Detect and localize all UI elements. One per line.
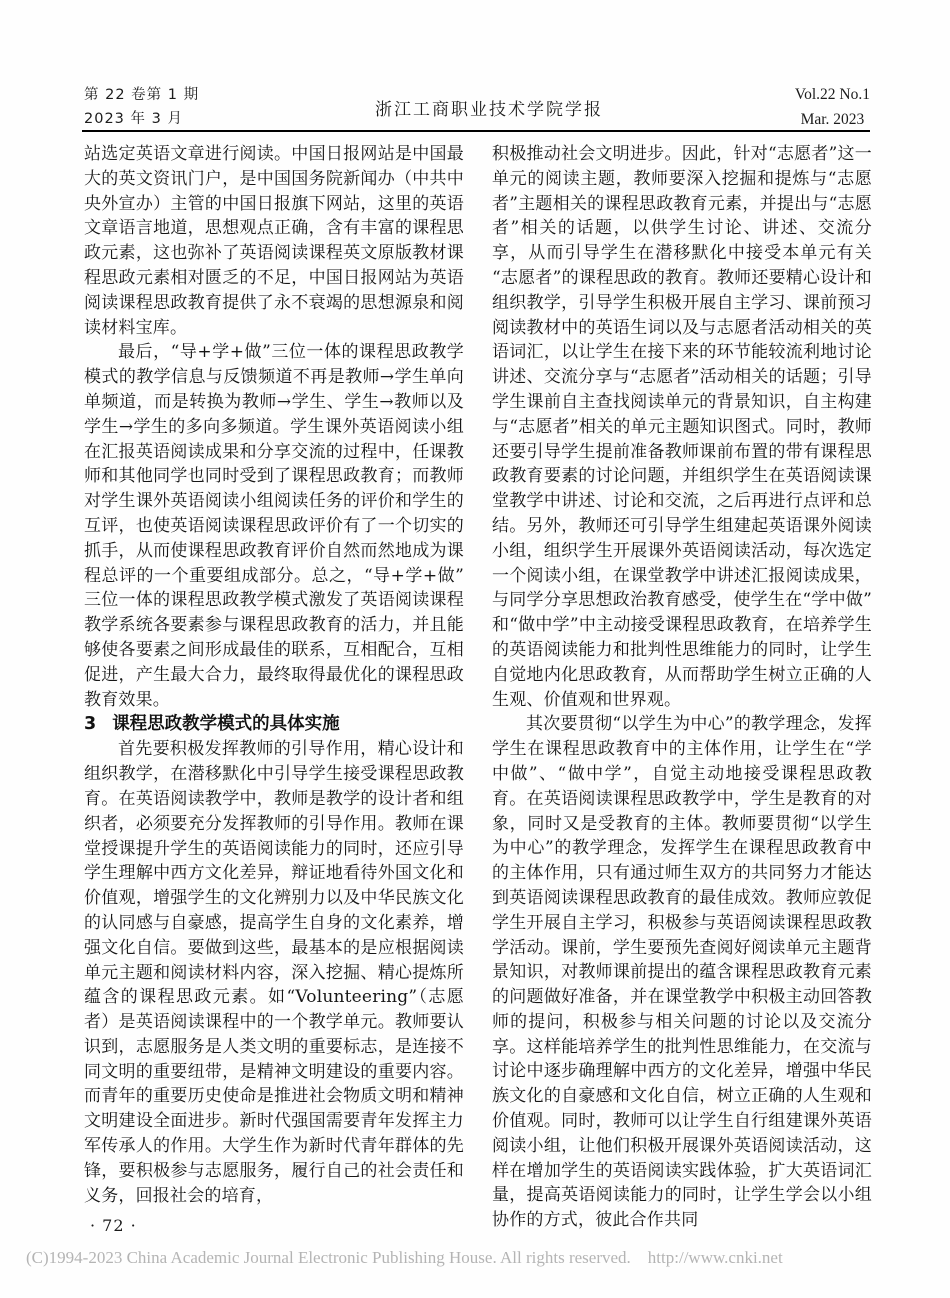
volume-issue-en: Vol.22 No.1 bbox=[794, 86, 870, 103]
journal-title: 浙江工商职业技术学院学报 bbox=[375, 99, 604, 120]
journal-header bbox=[84, 82, 870, 132]
volume-issue-cn: 第 22 卷第 1 期 bbox=[84, 87, 200, 103]
article-body bbox=[84, 142, 872, 1233]
date-en: Mar. 2023 bbox=[800, 111, 865, 128]
header-left-block bbox=[84, 83, 199, 131]
page-number: · 72 · bbox=[90, 1216, 137, 1235]
header-right-block bbox=[795, 82, 870, 132]
left-column bbox=[84, 142, 464, 1233]
date-cn: 2023 年 3 月 bbox=[84, 111, 183, 127]
section-heading bbox=[84, 712, 464, 737]
paragraph: 其次要贯彻“以学生为中心”的教学理念，发挥学生在课程思政教育中的主体作用，让学生在“学中做”、“做中学”，自觉主动地接受课程思政教育。在英语阅读课程思政教学中，学生是教育的对象，同时又是受教育的主体。教师要贯彻“以学生为中心”的教学理念，发挥学生在课程思政教育中的主体作用，只有通过师生双方的共同努力才能达到英语阅读课程思政教育的最佳成效。教师应敦促学生开展自主学习，积极参与英语阅读课程思政教学活动。课前，学生要预先查阅好阅读单元主题背景知识，对教师课前提出的蕴含课程思政教育元素的问题做好准备，并在课堂教学中积极主动回答教师的提问，积极参与相关问题的讨论以及交流分享。这样能培养学生的批判性思维能力，在交流与讨论中逐步确理解中西方的文化差异，增强中华民族文化的自豪感和文化自信，树立正确的人生观和价值观。同时，教师可以让学生自行组建课外英语阅读小组，让他们积极开展课外英语阅读活动，这样在增加学生的英语阅读实践体验，扩大英语词汇量，提高英语阅读能力的同时，让学生学会以小组协作的方式，彼此合作共同 bbox=[492, 714, 872, 1231]
section-title: 课程思政教学模式的具体实施 bbox=[112, 714, 340, 735]
right-column bbox=[492, 142, 872, 1233]
paragraph: 最后，“导+学+做”三位一体的课程思政教学模式的教学信息与反馈频道不再是教师→学生单向单频道，而是转换为教师→学生、学生→教师以及学生→学生的多向多频道。学生课外英语阅读小组在汇报英语阅读成果和分享交流的过程中，任课教师和其他同学也同时受到了课程思政教育；而教师对学生课外英语阅读小组阅读任务的评价和学生的互评，也使英语阅读课程思政评价有了一个切实的抓手，从而使课程思政教育评价自然而然地成为课程总评的一个重要组成部分。总之，“导+学+做”三位一体的课程思政教学模式激发了英语阅读课程教学系统各要素参与课程思政教育的活力，并且能够使各要素之间形成最佳的联系，互相配合，互相促进，产生最大合力，最终取得最优化的课程思政教育效果。 bbox=[84, 342, 464, 710]
section-number: 3 bbox=[84, 714, 97, 735]
copyright-notice: (C)1994-2023 China Academic Journal Electronic Publishing House. All rights reserved. http://www.cnki.net bbox=[26, 1248, 783, 1267]
paragraph-continuation: 积极推动社会文明进步。因此，针对“志愿者”这一单元的阅读主题，教师要深入挖掘和提炼与“志愿者”主题相关的课程思政教育元素，并提出与“志愿者”相关的话题，以供学生讨论、讲述、交流分享，从而引导学生在潜移默化中接受本单元有关“志愿者”的课程思政的教育。教师还要精心设计和组织教学，引导学生积极开展自主学习、课前预习阅读教材中的英语生词以及与志愿者活动相关的英语词汇，以让学生在接下来的环节能较流利地讨论讲述、交流分享与“志愿者”活动相关的话题；引导学生课前自主查找阅读单元的背景知识，自主构建与“志愿者”相关的单元主题知识图式。同时，教师还要引导学生提前准备教师课前布置的带有课程思政教育要素的讨论问题，并组织学生在英语阅读课堂教学中讲述、讨论和交流，之后再进行点评和总结。另外，教师还可引导学生组建起英语课外阅读小组，组织学生开展课外英语阅读活动，每次选定一个阅读小组，在课堂教学中讲述汇报阅读成果，与同学分享思想政治教育感受，使学生在“学中做”和“做中学”中主动接受课程思政教育，在培养学生的英语阅读能力和批判性思维能力的同时，让学生自觉地内化思政教育，从而帮助学生树立正确的人生观、价值观和世界观。 bbox=[492, 144, 872, 710]
paragraph: 首先要积极发挥教师的引导作用，精心设计和组织教学，在潜移默化中引导学生接受课程思政教育。在英语阅读教学中，教师是教学的设计者和组织者，必须要充分发挥教师的引导作用。教师在课堂授课提升学生的英语阅读能力的同时，还应引导学生理解中西方文化差异，辩证地看待外国文化和价值观，增强学生的文化辨别力以及中华民族文化的认同感与自豪感，提高学生自身的文化素养，增强文化自信。要做到这些，最基本的是应根据阅读单元主题和阅读材料内容，深入挖掘、精心提炼所蕴含的课程思政元素。如“Volunteering”（志愿者）是英语阅读课程中的一个教学单元。教师要认识到，志愿服务是人类文明的重要标志，是连接不同文明的重要纽带，是精神文明建设的重要内容。而青年的重要历史使命是推进社会物质文明和精神文明建设全面进步。新时代强国需要青年发挥主力军传承人的作用。大学生作为新时代青年群体的先锋，要积极参与志愿服务，履行自己的社会责任和义务，回报社会的培育， bbox=[84, 739, 464, 1206]
header-rule bbox=[82, 130, 870, 132]
paragraph-continuation: 站选定英语文章进行阅读。中国日报网站是中国最大的英文资讯门户，是中国国务院新闻办（中共中央外宣办）主管的中国日报旗下网站，这里的英语文章语言地道，思想观点正确，含有丰富的课程思政元素，这也弥补了英语阅读课程英文原版教材课程思政元素相对匮乏的不足，中国日报网站为英语阅读课程思政教育提供了永不衰竭的思想源泉和阅读材料宝库。 bbox=[84, 144, 464, 338]
